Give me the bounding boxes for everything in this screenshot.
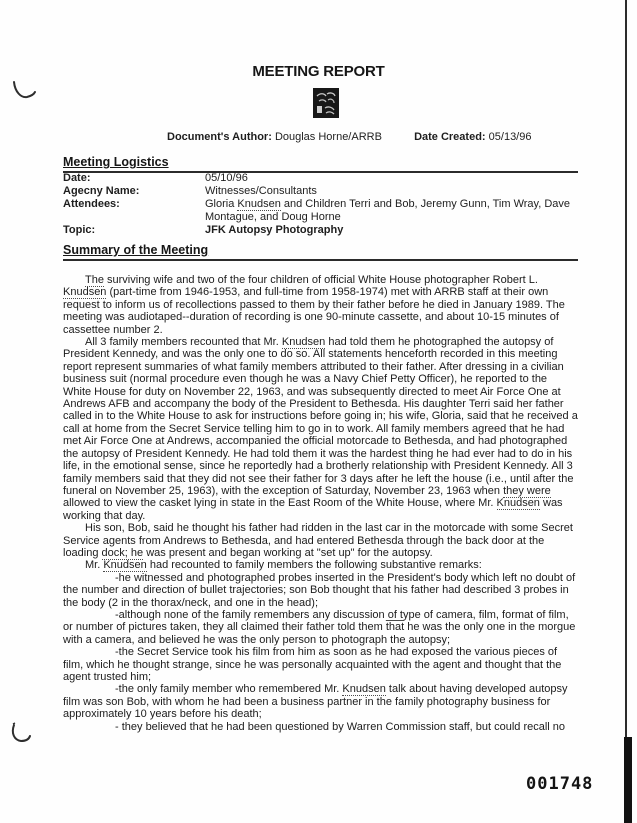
text-segment: All 3 family members recounted that Mr. [85,336,282,349]
text-segment: and Children Terri and Bob, Jeremy Gunn, Tim Wray, Dave Montague, and Doug Horne [205,198,571,223]
logistics-label: Agecny Name: [63,185,140,197]
pen-mark-top-left-icon [12,80,38,104]
scan-edge-line [625,0,627,823]
text-segment: -the only family member who remembered Mr. [115,683,343,696]
text-segment: allowed to view the casket lying in state in the East Room of the White House, where Mr. [63,497,497,510]
text-segment: Gloria [205,198,238,210]
summary-paragraph [63,336,578,522]
logistics-table [63,172,578,237]
text-segment: - they believed that he had been questioned by Warren Commission staff, but could recall no [115,720,566,733]
text-segment: His son, Bob, said he thought his father had ridden in the last car in the motorcade with some Secret Service agents from Andrews to Bethesda, and had entered Bethesda through the back door at the loading [63,522,573,559]
summary-paragraph [63,721,578,733]
logistics-label: Topic: [63,224,96,236]
summary-paragraph [63,683,578,720]
page-title: MEETING REPORT [252,63,385,80]
text-segment: was working that day. [63,497,563,522]
text-segment: he was the only one in the morgue with a camera, and believed he was the only person to photograph the autopsy; [63,621,576,646]
section-heading-logistics [63,155,578,173]
section-heading-summary-label: Summary of the Meeting [63,243,209,257]
text-segment: -he witnessed and photographed probes inserted in the President's body which left no doubt of the number and direction of bullet trajectories; son Bob thought that his father had described 3 probes in the body (2 in the thorax/neck, and one in the head); [63,571,576,609]
date-created-value: 05/13/96 [488,131,532,143]
summary-paragraph [63,572,578,609]
text-segment: had told them he photographed the autopsy of President Kennedy, and was the only one to do so. All statements henceforth recorded in this meeting report represent summaries of what family members attributed to their father. After dressing in a civilian business suit (normal procedure even though he was a Navy Chief Petty Officer), he reported to the White House for duty on November 22, 1963, and was subsequently directed to meet Air Force One at Andrews AFB and accompany the body of the President to Bethesda. His daughter Terri said her father called in to the White House to ask for instructions before going in; his wife, Gloria, said that he received a call at home from the Secret Service telling him to go in to work. All family members agreed that he had met Air Force One at Andrews, accompanied the official motorcade to Bethesda, and had photographed the autopsy of President Kennedy. He had told them it was the hardest thing he had ever had to do in his life, in the emotional sense, since he reportedly had a brotherly relationship with President Kennedy. All 3 family members said that they did not see their father for 3 days after he left the house (i.e., until after the funeral on November 25, 1963), with the exception of Saturday, November 23, 1963 when [63,336,578,497]
logistics-row [63,224,578,237]
summary-paragraph [63,274,578,336]
document-meta [167,131,531,143]
date-created-label: Date Created: [414,131,486,143]
summary-paragraph [63,559,578,571]
marked-text: they were [503,484,551,497]
summary-body [63,274,578,733]
logistics-value [205,224,343,237]
pen-mark-bottom-left-icon [8,720,36,748]
section-heading-summary [63,243,578,261]
logistics-value [205,198,578,224]
author-label: Document's Author: [167,131,272,143]
text-segment: talk about having developed autopsy film was son Bob, with whom he had been a business partner in the family photography business for approximately 10 years before his death; [63,683,568,721]
seal-stamp-icon [313,88,339,118]
marked-text: The [85,274,104,286]
marked-text: Knudsen [281,336,326,349]
text-segment: surviving wife and two of the four children of official White House photographer Robert L. [103,274,538,286]
section-heading-logistics-label: Meeting Logistics [63,155,169,169]
text-segment: Witnesses/Consultants [205,185,317,197]
marked-text: dock; he [101,546,144,559]
text-segment: was present and began working at "set up" for the autopsy. [143,546,433,559]
logistics-row [63,185,578,198]
author-value: Douglas Horne/ARRB [274,131,382,143]
text-segment: -the Secret Service took his film from him as soon as he had exposed the various pieces of film, which he thought strange, since he was personally acquainted with the agent and thought that the agent trusted him; [63,646,562,683]
logistics-row [63,172,578,185]
logistics-label: Attendees: [63,198,120,210]
marked-text: Knudsen [63,286,107,299]
logistics-value [205,172,248,185]
text-segment: JFK Autopsy Photography [205,224,344,236]
text-segment: Mr. [85,559,104,572]
marked-text: Knudsen [103,559,147,572]
marked-text: Knudsen [496,497,540,510]
page-number-stamp: 001748 [526,774,594,794]
summary-paragraph [63,646,578,683]
logistics-value [205,185,317,198]
text-segment: had recounted to family members the following substantive remarks: [146,559,482,572]
logistics-label: Date: [63,172,91,184]
summary-paragraph [63,609,578,646]
text-segment: 05/10/96 [205,172,248,184]
scan-edge-bar [624,737,632,823]
text-segment: (part-time from 1946-1953, and full-time from 1958-1974) met with ARRB staff at their own request to inform us of recollections passed to them by their father before he died in January 1989. The meeting was audiotaped--duration of recording is one 90-minute cassette, and about 10-15 minutes of cassettee number 2. [63,286,565,336]
marked-text: Knudsen [342,683,386,696]
summary-paragraph [63,522,578,559]
logistics-row [63,198,578,224]
marked-text: that [385,621,405,634]
marked-text: Knudsen [237,198,281,210]
text-segment: -although none of the family remembers any discussion of type of camera, film, format of film, or number of pictures taken, they all claimed their father told them [63,608,569,634]
